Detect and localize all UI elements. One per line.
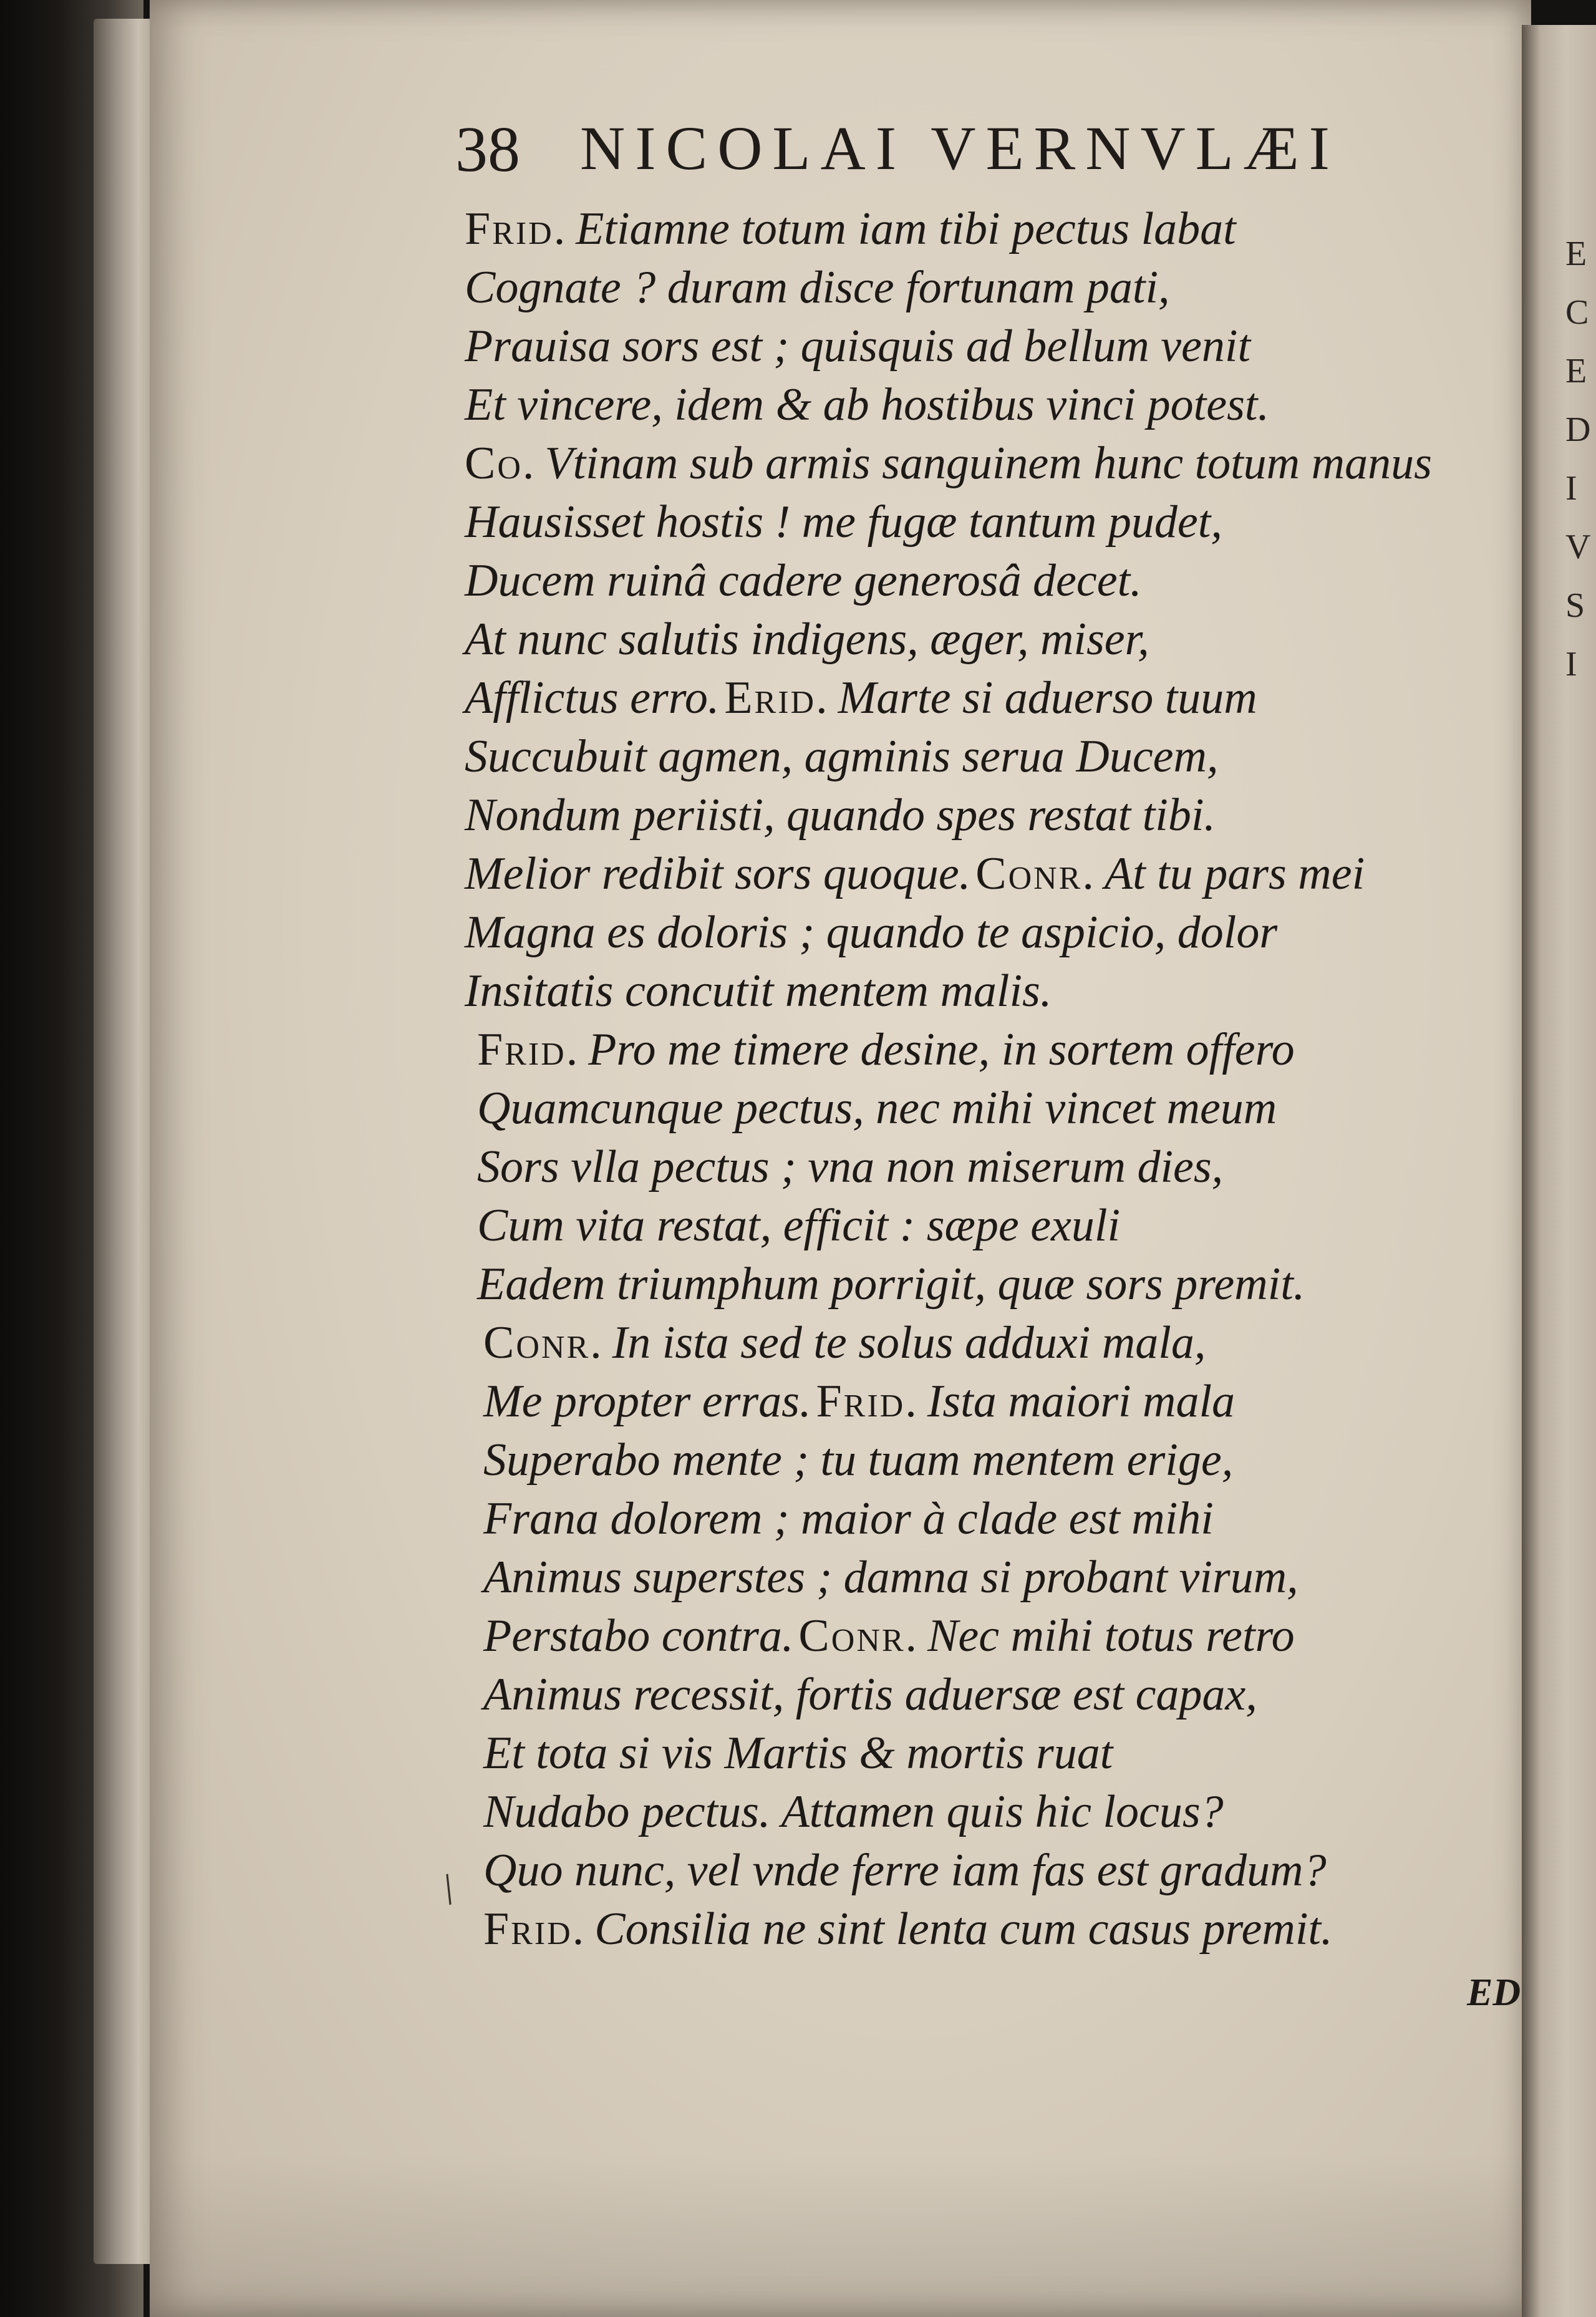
verse-text-segment: Nondum periisti, quando spes restat tibi. [465,790,1216,841]
speaker-label: Conr. [483,1317,604,1368]
verse-line [465,258,1494,317]
verse-line [465,786,1494,844]
facing-page-letter: I [1565,645,1577,684]
verse-text-segment: Animus superstes ; damna si probant virum, [483,1552,1299,1603]
verse-line [465,1020,1494,1079]
verse-line [465,1607,1494,1665]
verse-line [465,1138,1494,1196]
speaker-label: Frid. [483,1903,586,1955]
verse-line [465,1196,1494,1255]
verse-text-segment: Superabo mente ; tu tuam mentem erige, [483,1434,1234,1486]
verse-text-segment: Sors vlla pectus ; vna non miserum dies, [477,1141,1224,1192]
verse-text-segment: Magna es doloris ; quando te aspicio, dolor [465,907,1278,958]
verse-line [465,1255,1494,1313]
speaker-label: Erid. [724,672,829,723]
verse-text-segment: Nec mihi totus retro [927,1610,1295,1662]
verse-line [465,493,1494,551]
verse-line [465,1431,1494,1489]
verse-text-segment: Animus recessit, fortis aduersæ est capax, [483,1669,1257,1720]
verse-line [465,375,1494,434]
running-head: NICOLAI VERNVLÆI [580,114,1340,183]
marginal-mark: / [433,1865,465,1914]
speaker-label: Conr. [975,848,1096,899]
verse-line [465,844,1494,903]
verse-text-segment: Melior redibit sors quoque. [465,848,971,899]
speaker-label: Frid. [465,203,568,254]
facing-page-letter: V [1565,528,1591,566]
verse-line [465,1900,1494,1958]
verse-text-segment: In ista sed te solus adduxi mala, [612,1317,1206,1368]
facing-page-letter: I [1565,469,1577,508]
facing-page-letters [1565,225,1590,694]
verse-line [465,1724,1494,1782]
verse-text-segment: Eadem triumphum porrigit, quæ sors premit. [477,1259,1305,1310]
verse-text-segment: Ducem ruinâ cadere generosâ decet. [465,555,1142,606]
verse-text-segment: Vtinam sub armis sanguinem hunc totum manus [544,438,1432,489]
facing-page-letter: E [1565,352,1587,390]
speaker-label: Frid. [477,1024,580,1075]
verse-text-segment: Pro me timere desine, in sortem offero [588,1024,1295,1075]
verse-line [465,1782,1494,1841]
verse-text-segment: Etiamne totum iam tibi pectus labat [576,203,1236,254]
verse-text-segment: Quo nunc, vel vnde ferre iam fas est gradum? [483,1845,1327,1896]
facing-page-letter: S [1565,586,1585,625]
verse-line [465,669,1494,727]
verse-text-segment: Hausisset hostis ! me fugæ tantum pudet, [465,496,1222,548]
verse-text-segment: Cum vita restat, efficit : sæpe exuli [477,1200,1121,1251]
verse-line [465,1079,1494,1138]
verse-text-segment: Ista maiori mala [927,1376,1236,1427]
facing-page-edge [1522,25,1596,2317]
verse-text-segment: Afflictus erro. [465,672,720,723]
verse-line [465,903,1494,962]
verse-text-segment: At nunc salutis indigens, æger, miser, [465,614,1149,665]
verse-text-segment: Succubuit agmen, agminis serua Ducem, [465,731,1219,782]
verse-text-segment: Quamcunque pectus, nec mihi vincet meum [477,1083,1277,1134]
verse-line [465,1841,1494,1900]
verse-text-segment: Cognate ? duram disce fortunam pati, [465,262,1170,313]
verse-line [465,1313,1494,1372]
facing-page-letter: D [1565,410,1591,449]
verse-text-segment: Insitatis concutit mentem malis. [465,965,1052,1017]
verse-text-segment: Perstabo contra. [483,1610,794,1662]
page-header [455,112,1397,200]
facing-page-letter: C [1565,293,1589,332]
facing-page-letter: E [1565,235,1587,273]
verse-line [465,1489,1494,1548]
verse-line [465,1372,1494,1431]
verse-text-segment: Marte si aduerso tuum [838,672,1257,723]
verse-line [465,1665,1494,1724]
verse-line [465,1548,1494,1607]
speaker-label: Frid. [816,1376,919,1427]
verse-text-segment: Et vincere, idem & ab hostibus vinci potest. [465,379,1269,430]
verse-line [465,200,1494,258]
verse-text-segment: Nudabo pectus. Attamen quis hic locus? [483,1786,1224,1837]
speaker-label: Conr. [798,1610,919,1662]
verse-line [465,610,1494,669]
catchword: ED [1467,1971,1521,2014]
verse-line [465,551,1494,610]
verse-text-segment: Me propter erras. [483,1376,811,1427]
verse-line [465,727,1494,786]
verse-text-segment: Et tota si vis Martis & mortis ruat [483,1728,1113,1779]
verse-line [465,434,1494,493]
speaker-label: Co. [465,438,536,489]
verse-text-segment: Consilia ne sint lenta cum casus premit. [594,1903,1333,1955]
verse-text-segment: Frana dolorem ; maior à clade est mihi [483,1493,1214,1544]
verse-text-segment: At tu pars mei [1104,848,1365,899]
verse-line [465,962,1494,1020]
verse-text [465,200,1494,1958]
page-number: 38 [455,114,520,185]
verse-text-segment: Prauisa sors est ; quisquis ad bellum venit [465,321,1251,372]
verse-line [465,317,1494,375]
